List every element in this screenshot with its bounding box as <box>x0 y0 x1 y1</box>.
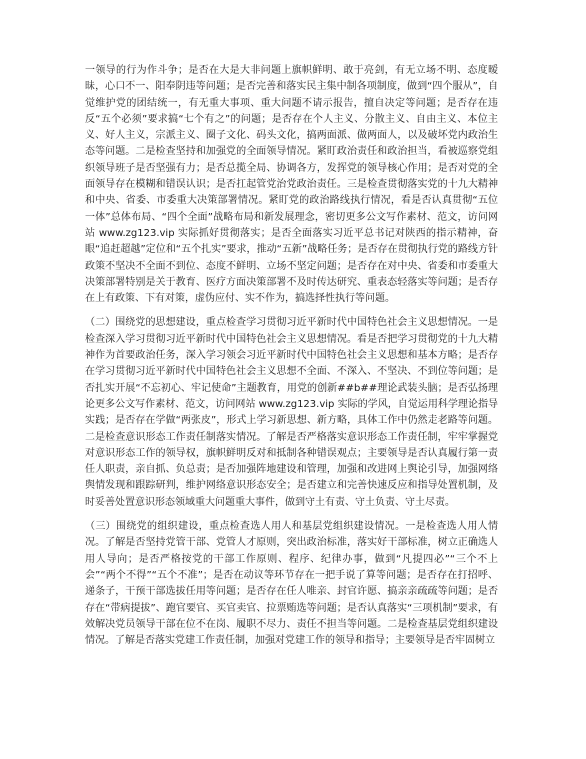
document-page <box>85 63 498 657</box>
paragraph-2: （二）围绕党的思想建设，重点检查学习贯彻习近平新时代中国特色社会主义思想情况。一是检查深入学习贯彻习近平新时代中国特色社会主义思想情况。看是否把学习贯彻党的十九大精神作为首要政治任务，深入学习领会习近平新时代中国特色社会主义思想和基本方略；是否存在学习贯彻习近平新时代中国特色社会主义思想不全面、不深入、不坚决、不到位等问题；是否扎实开展“不忘初心、牢记使命”主题教育，用党的创新##b##理论武装头脑；是否弘扬理论更多公文写作素材、范文，访问网站 www.zg123.vip 实际的学风，自觉运用科学理论指导实践；是否存在学做“两张皮”，形式上学习新思想、新方略，具体工作中仍然走老路等问题。二是检查意识形态工作责任制落实情况。了解是否严格落实意识形态工作责任制，牢牢掌握党对意识形态工作的领导权，旗帜鲜明反对和抵制各种错误观点；主要领导是否认真履行第一责任人职责，亲自抓、负总责；是否加强阵地建设和管理，加强和改进网上舆论引导，加强网络舆情发现和跟踪研判，维护网络意识形态安全；是否建立和完善快速反应和指导处置机制，及时妥善处置意识形态领域重大问题重大事件，做到守土有责、守土负责、守土尽责。 <box>85 317 498 508</box>
paragraph-1: 一领导的行为作斗争；是否在大是大非问题上旗帜鲜明、敢于亮剑，有无立场不明、态度暧昧，心口不一、阳奉阴违等问题；是否完善和落实民主集中制各项制度，做到“四个服从”，自觉维护党的团结统一，有无重大事项、重大问题不请示报告，擅自决定等问题；是否存在违反“五个必须”要求搞“七个有之”的问题；是否存在个人主义、分散主义、自由主义、本位主义、好人主义，宗派主义、圈子文化、码头文化，搞两面派、做两面人，以及破坏党内政治生态等问题。二是检查坚持和加强党的全面领导情况。紧盯政治责任和政治担当，看被巡察党组织领导班子是否坚强有力；是否总揽全局、协调各方，发挥党的领导核心作用；是否对党的全面领导存在模糊和错误认识；是否扛起管党治党政治责任。三是检查贯彻落实党的十九大精神和中央、省委、市委重大决策部署情况。紧盯党的政治路线执行情况，看是否认真贯彻“五位一体”总体布局、“四个全面”战略布局和新发展理念，密切更多公文写作素材、范文，访问网站 www.zg123.vip 实际抓好贯彻落实；是否全面落实习近平总书记对陕西的指示精神，奋眼“追赶超越”定位和“五个扎实”要求，推动“五新”战略任务；是否存在贯彻执行党的路线方针政策不坚决不全面不到位、态度不鲜明、立场不坚定问题；是否存在对中央、省委和市委重大决策部署特别是关于教育、医疗方面决策部署不及时传达研究、重表态轻落实等问题；是否存在上有政策、下有对策，虚伪应付、实不作为，搞选择性执行等问题。 <box>85 65 498 305</box>
paragraph-3: （三）围绕党的组织建设，重点检查选人用人和基层党组织建设情况。一是检查选人用人情况。了解是否坚持党管干部、党管人才原则，突出政治标准，落实好干部标准，树立正确选人用人导向；是否严格按党的干部工作原则、程序、纪律办事，做到“凡提四必”“三个不上会”“两个不得”“五个不准”；是否在动议等环节存在一把手说了算等问题；是否存在打招呼、递条子，干预干部选拔任用等问题；是否存在任人唯亲、封官许愿、搞亲亲疏疏等问题；是否存在“带病提拔”、跑官要官、买官卖官、拉票贿选等问题；是否认真落实“三项机制”要求，有效解决党员领导干部在位不在岗、履职不尽力、责任不担当等问题。二是检查基层党组织建设情况。了解是否落实党建工作责任制，加强对党建工作的领导和指导；主要领导是否牢固树立 <box>85 521 498 647</box>
